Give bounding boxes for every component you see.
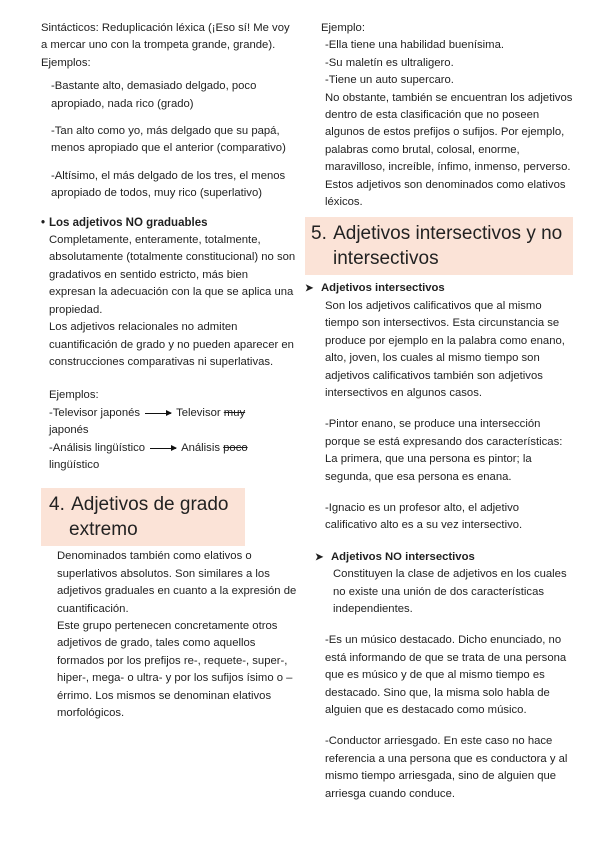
example-left-analisis: -Análisis lingüístico [49, 441, 146, 454]
arrowhead-bullet-icon: ➤ [305, 283, 314, 295]
example-comparativo: -Tan alto como yo, más delgado que su papá, menos apropiado que el anterior (comparativo) [51, 125, 286, 155]
ejemplos-label: Ejemplos: [41, 56, 91, 69]
conductor-paragraph: -Conductor arriesgado. En este caso no hace referencia a una persona que es conductora y al mismo tiempo arriesgada, sino de alguien que arriesga cuando conduce. [325, 735, 568, 800]
elativo-example-3: -Tiene un auto supercaro. [325, 74, 454, 87]
example-cont-japones: japonés [49, 424, 89, 437]
example-grado: -Bastante alto, demasiado delgado, poco apropiado, nada rico (grado) [51, 80, 257, 110]
no-graduables-heading [41, 215, 297, 232]
no-intersectivos-title: Adjetivos NO intersectivos [331, 550, 475, 563]
section-5-number: 5. [311, 223, 327, 245]
section-4-title-line1: Adjetivos de grado [71, 494, 229, 516]
intersectivos-title: Adjetivos intersectivos [321, 282, 445, 295]
ejemplo-label: Ejemplo: [321, 22, 365, 34]
section-4-heading [41, 488, 245, 546]
example-row-televisor [41, 405, 297, 440]
example-left-televisor: -Televisor japonés [49, 406, 141, 419]
bullet-icon: • [41, 216, 46, 229]
section-5-title-line2: intersectivos [333, 248, 439, 270]
no-intersectivos-paragraph: Constituyen la clase de adjetivos en los cuales no existe una unión de dos características independientes. [333, 568, 567, 615]
struck-word-muy: muy [223, 406, 246, 419]
right-column [305, 20, 573, 803]
intersectivos-heading [305, 280, 573, 297]
example-cont-linguistico: lingüístico [49, 458, 100, 471]
intro-paragraph: Sintácticos: Reduplicación léxica (¡Eso sí! Me voy a mercar uno con la trompeta grande, grande). [41, 22, 290, 52]
struck-word-poco: poco [223, 441, 248, 454]
musico-paragraph: -Es un músico destacado. Dicho enunciado, no está informando de que se trata de una persona que es músico y de que al mismo tiempo es destacado. Sino que, la misma solo habla de alguien que es destacado como músico. [325, 634, 567, 716]
relacionales-paragraph: Los adjetivos relacionales no admiten cuantificación de grado y no pueden aparecer en construcciones comparativas ni superlativas. [49, 321, 294, 368]
elativo-example-1: -Ella tiene una habilidad buenísima. [325, 39, 504, 52]
example-superlativo: -Altísimo, el más delgado de los tres, el menos apropiado de todos, muy rico (superlativo) [51, 169, 286, 200]
section-4-paragraph: Denominados también como elativos o superlativos absolutos. Son similares a los adjetivos graduales en cuanto a la expresión de cuantificación. [57, 550, 297, 615]
no-graduables-paragraph: Completamente, enteramente, totalmente, absolutamente (totalmente constitucional) no son gradativos en sentido estricto, más bien expresan la adecuación con la que se aplica una propiedad. [49, 234, 296, 316]
section-4-paragraph-2: Este grupo pertenecen concretamente otros adjetivos de grado, tales como aquellos formados por los prefijos re-, requete-, super-, hiper-, mega- o ultra- y por los sufijos ísimo o –érrimo. Los mismos se denominan elativos morfológicos. [57, 619, 293, 719]
section-4-number: 4. [49, 494, 65, 516]
example-row-analisis [41, 440, 297, 475]
section-4-title-line2: extremo [69, 519, 138, 541]
arrow-right-icon [145, 413, 171, 414]
ejemplos2-label: Ejemplos: [49, 389, 99, 402]
elativo-example-2: -Su maletín es ultraligero. [325, 56, 454, 69]
no-intersectivos-heading [305, 549, 573, 566]
example-right-analisis: Análisis [181, 441, 220, 454]
pintor-paragraph: -Pintor enano, se produce una intersección porque se está expresando dos características: La primera, que una persona es pintor; la segunda, que esa persona es enana. [325, 418, 563, 483]
ignacio-paragraph: -Ignacio es un profesor alto, el adjetivo calificativo alto es a su vez intersectivo. [325, 501, 523, 532]
intersectivos-paragraph: Son los adjetivos calificativos que al mismo tiempo son intersectivos. Esta circunstancia se produce por ejemplo en la palabra como enano, alto, joven, los cuales al mismo tiempo son adjetivos calificativos también son adjetivos intersectivos en algunos casos. [325, 299, 565, 399]
arrow-right-icon [150, 448, 176, 449]
left-column [41, 20, 297, 722]
example-right-televisor: Televisor [176, 406, 221, 419]
elativos-lexicos-paragraph: No obstante, también se encuentran los adjetivos dentro de esta clasificación que no poseen algunos de estos prefijos o sufijos. Por ejemplo, palabras como brutal, colosal, enorme, maravilloso, increíble, ínfimo, inmenso, perverso. Estos adjetivos son denominados como elativos léxicos. [325, 91, 573, 209]
arrowhead-bullet-icon: ➤ [315, 551, 324, 563]
section-5-heading [305, 217, 573, 275]
no-graduables-title: Los adjetivos NO graduables [49, 216, 208, 229]
section-5-title-line1: Adjetivos intersectivos y no [333, 223, 563, 245]
